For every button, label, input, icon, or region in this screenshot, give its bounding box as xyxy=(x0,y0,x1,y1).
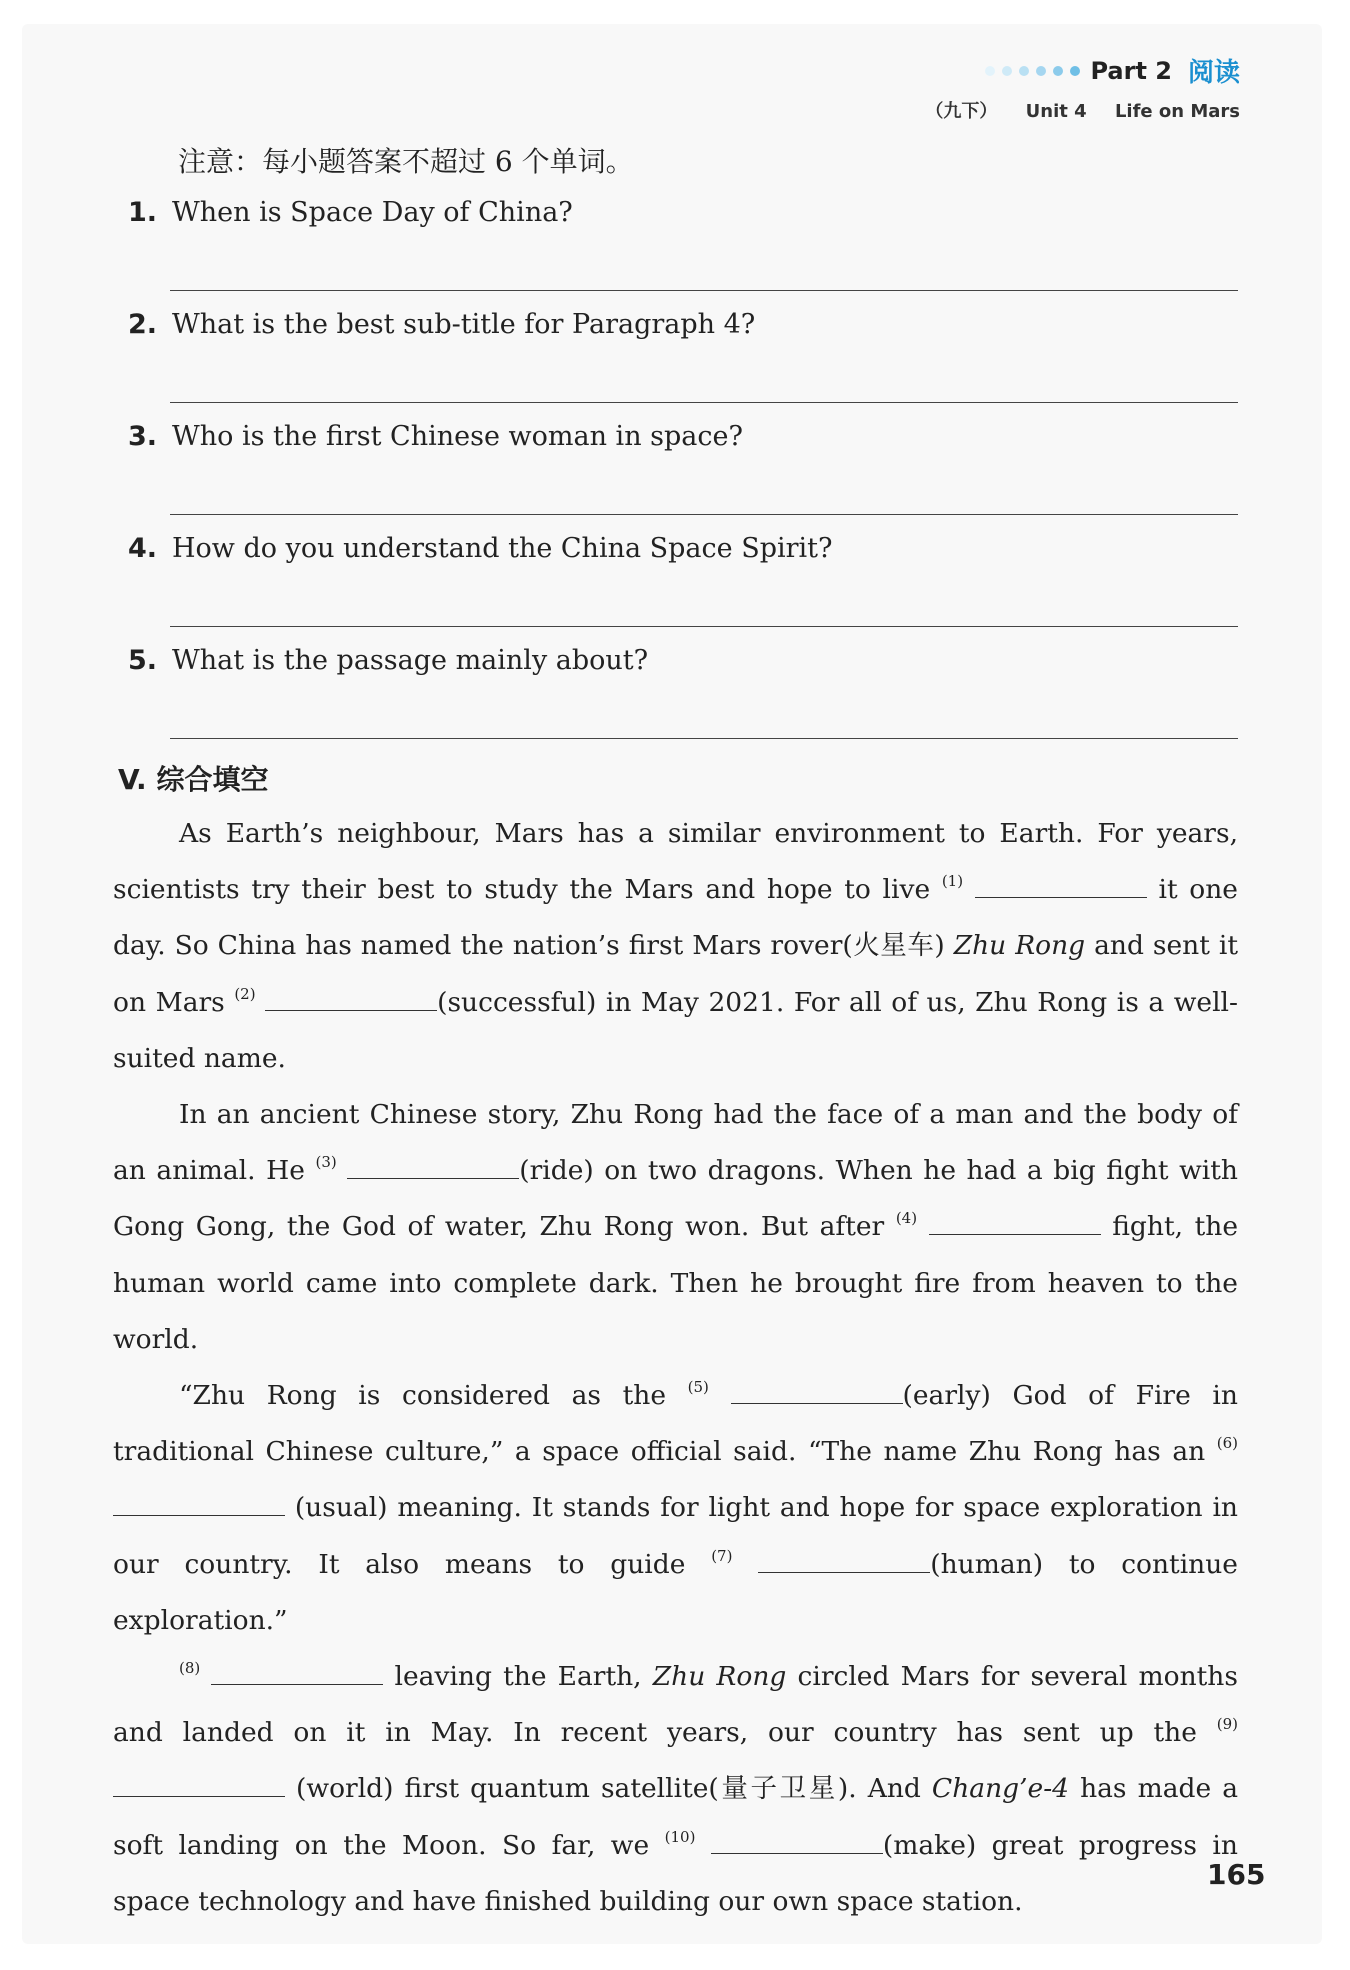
grade-label: （九下） xyxy=(925,101,998,122)
blank-9[interactable] xyxy=(113,1774,285,1797)
unit-title: Life on Mars xyxy=(1114,101,1240,122)
page-number: 165 xyxy=(1207,1858,1266,1891)
blank-5[interactable] xyxy=(731,1381,903,1404)
paragraph-1: As Earth’s neighbour, Mars has a similar environment to Earth. For years, scientists try their best to study the Mars and hope to live $^{(1)}$ it one day. So China has named the nation’s first Mars rover(火星车) Zhu Rong and sent it on Mars $^{(2)}$ (successful) in May 2021. For all of us, Zhu Rong is a well-suited name. xyxy=(113,818,1238,1074)
blank-10[interactable] xyxy=(711,1831,883,1854)
blank-number: (6) xyxy=(1216,1434,1238,1453)
blank-number: (7) xyxy=(711,1546,733,1565)
question-3: 3. Who is the first Chinese woman in space? xyxy=(128,421,743,452)
blank-number: (5) xyxy=(687,1378,709,1397)
answer-line-3[interactable] xyxy=(170,514,1238,515)
section-label: 阅读 xyxy=(1187,58,1240,88)
blank-2[interactable] xyxy=(265,988,437,1011)
decorative-dots-icon xyxy=(985,66,1080,76)
answer-note: 注意：每小题答案不超过 6 个单词。 xyxy=(178,145,634,178)
blank-6[interactable] xyxy=(113,1493,285,1516)
answer-line-1[interactable] xyxy=(170,290,1238,291)
blank-number: (8) xyxy=(179,1659,201,1678)
question-1: 1. When is Space Day of China? xyxy=(128,197,573,228)
blank-8[interactable] xyxy=(211,1662,383,1685)
blank-1[interactable] xyxy=(975,875,1147,898)
answer-line-5[interactable] xyxy=(170,738,1238,739)
blank-3[interactable] xyxy=(347,1156,519,1179)
blank-number: (1) xyxy=(941,872,964,891)
question-4: 4. How do you understand the China Space Spirit? xyxy=(128,533,833,564)
blank-4[interactable] xyxy=(929,1212,1101,1235)
section-title: V. 综合填空 xyxy=(118,763,269,796)
blank-number: (9) xyxy=(1216,1715,1238,1734)
blank-number: (2) xyxy=(234,984,256,1003)
part-label: Part 2 xyxy=(1090,56,1172,85)
cloze-passage xyxy=(113,806,1238,1930)
question-2: 2. What is the best sub-title for Paragraph 4? xyxy=(128,309,756,340)
paragraph-4: $^{(8)}$ leaving the Earth, Zhu Rong circled Mars for several months and landed on it in May. In recent years, our country has sent up the $^{(9)}$ (world) first quantum satellite(量子卫星). And Chang’e-4 has made a soft landing on the Moon. So far, we $^{(10)}$ (make) great progress in space technology and have finished building our own space station. xyxy=(113,1659,1238,1917)
answer-line-2[interactable] xyxy=(170,402,1238,403)
blank-number: (4) xyxy=(895,1209,918,1228)
paragraph-3: “Zhu Rong is considered as the $^{(5)}$ (early) God of Fire in traditional Chinese culture,” a space official said. “The name Zhu Rong has an $^{(6)}$ (usual) meaning. It stands for light and hope for space exploration in our country. It also means to guide $^{(7)}$ (human) to continue exploration.” xyxy=(113,1378,1238,1636)
blank-number: (3) xyxy=(315,1153,337,1172)
page-header xyxy=(903,52,1240,123)
blank-number: (10) xyxy=(664,1827,696,1846)
question-5: 5. What is the passage mainly about? xyxy=(128,645,649,676)
unit-label: Unit 4 xyxy=(1025,101,1087,122)
paragraph-2: In an ancient Chinese story, Zhu Rong had the face of a man and the body of an animal. He $^{(3)}$ (ride) on two dragons. When he had a big fight with Gong Gong, the God of water, Zhu Rong won. But after $^{(4)}$ fight, the human world came into complete dark. Then he brought fire from heaven to the world. xyxy=(113,1099,1239,1355)
answer-line-4[interactable] xyxy=(170,626,1238,627)
blank-7[interactable] xyxy=(758,1550,930,1573)
